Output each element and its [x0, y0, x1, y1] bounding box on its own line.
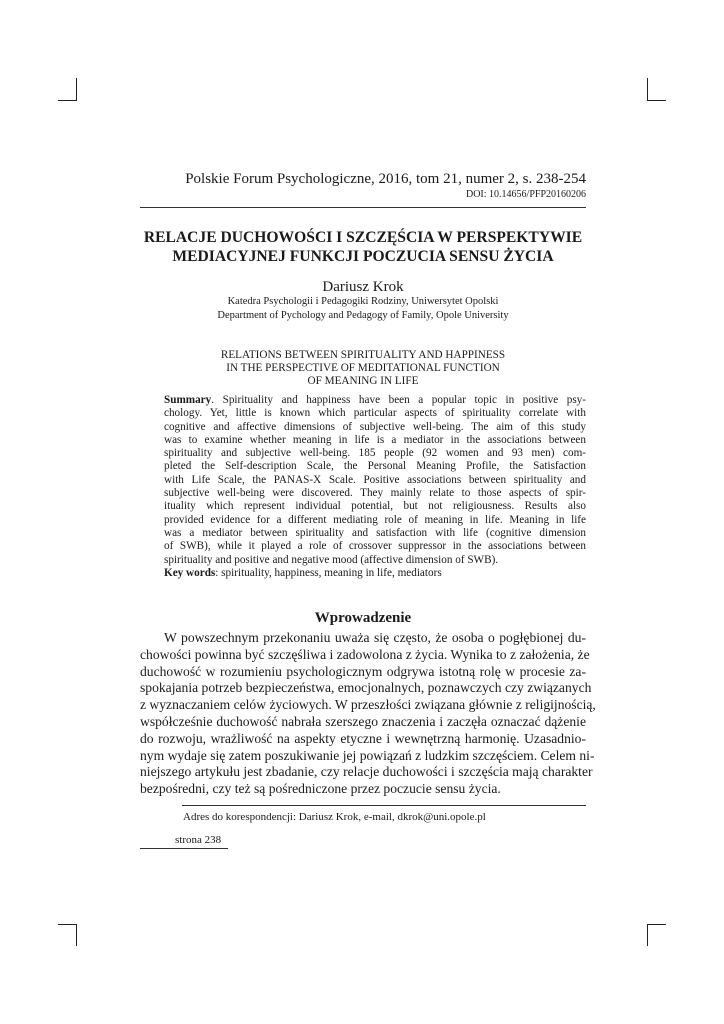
- summary-line: ituality which represent individual potential, but not religiousness. Results also: [164, 500, 586, 513]
- summary-line: pleted the Self-description Scale, the Personal Meaning Profile, the Satisfaction: [164, 460, 586, 473]
- summary-text: . Spirituality and happiness have been a popular topic in positive psy-: [211, 394, 586, 406]
- page-number: strona 238: [175, 834, 222, 846]
- title-line: MEDIACYJNEJ FUNKCJI POCZUCIA SENSU ŻYCIA: [172, 248, 554, 265]
- page-number-rule: [140, 848, 228, 849]
- affiliation-pl: Katedra Psychologii i Pedagogiki Rodziny, Uniwersytet Opolski: [227, 296, 499, 307]
- header-rule: [140, 207, 586, 208]
- summary-line: [164, 394, 586, 407]
- english-title-line: RELATIONS BETWEEN SPIRITUALITY AND HAPPINESS: [220, 349, 506, 361]
- summary-line: chology. Yet, little is known which particular aspects of spirituality correlate with: [164, 407, 586, 420]
- english-title: [140, 349, 586, 388]
- crop-mark-bottom-left-h: [58, 924, 77, 925]
- paragraph-line: nym wydaje się zatem poszukiwanie jej powiązań z ludzkim szczęściem. Celem ni-: [140, 747, 595, 763]
- article-title: [140, 228, 586, 266]
- summary-line: of SWB), while it played a role of crossover suppressor in the associations between: [164, 540, 586, 553]
- intro-paragraph: [140, 630, 596, 798]
- summary: [164, 394, 586, 580]
- crop-mark-top-left-v: [76, 78, 77, 100]
- summary-label: Summary: [164, 394, 212, 406]
- paragraph-line: duchowość w rozumieniu psychologicznym odgrywa istotną rolę w procesie za-: [140, 663, 586, 679]
- doi: DOI: 10.14656/PFP20160206: [465, 189, 586, 200]
- crop-mark-bottom-right-h: [647, 924, 666, 925]
- crop-mark-bottom-left-v: [76, 924, 77, 946]
- paragraph-line: bezpośredni, czy też są pośredniczone przez poczucie sensu życia.: [140, 781, 501, 797]
- paragraph-line: W powszechnym przekonaniu uważa się często, że osoba o pogłębionej du-: [164, 630, 586, 645]
- summary-line: was to examine whether meaning in life is a mediator in the associations between: [164, 433, 586, 446]
- affiliation-en: Department of Pychology and Pedagogy of Family, Opole University: [217, 310, 509, 321]
- title-line: RELACJE DUCHOWOŚCI I SZCZĘŚCIA W PERSPEKTYWIE: [143, 229, 583, 246]
- summary-line: was a mediator between spirituality and satisfaction with life (cognitive dimension: [164, 526, 586, 539]
- summary-line: spirituality and positive and negative mood (affective dimension of SWB).: [164, 553, 499, 566]
- paragraph-line: z wyznaczaniem celów życiowych. W przeszłości związana głównie z religijnością,: [140, 697, 596, 713]
- crop-mark-top-right-v: [647, 78, 648, 100]
- english-title-line: OF MEANING IN LIFE: [307, 375, 419, 387]
- paragraph-line: spokajania potrzeb bezpieczeństwa, emocjonalnych, poznawczych czy związanych: [140, 680, 592, 696]
- author-name: Dariusz Krok: [322, 279, 404, 295]
- keywords-label: Key words: [164, 566, 216, 579]
- keywords-text: : spirituality, happiness, meaning in life, mediators: [215, 566, 442, 579]
- summary-line: subjective well-being were discovered. They mainly relate to those aspects of spir-: [164, 487, 586, 500]
- footnote-rule: [182, 805, 586, 806]
- summary-line: with Life Scale, the PANAS-X Scale. Positive associations between spirituality and: [164, 473, 586, 486]
- paragraph-line: do rozwoju, wrażliwość na aspekty etyczne i wewnętrzną harmonię. Uzasadnio-: [140, 730, 586, 746]
- footnote-correspondence: Adres do korespondencji: Dariusz Krok, e-mail, dkrok@uni.opole.pl: [183, 811, 486, 823]
- english-title-line: IN THE PERSPECTIVE OF MEDITATIONAL FUNCTION: [226, 362, 500, 374]
- summary-line: cognitive and affective dimensions of subjective well-being. The aim of this study: [164, 420, 586, 433]
- crop-mark-top-right-h: [647, 100, 666, 101]
- summary-line: provided evidence for a different mediating role of meaning in life. Meaning in life: [164, 513, 586, 526]
- crop-mark-top-left-h: [58, 100, 77, 101]
- crop-mark-bottom-right-v: [647, 924, 648, 946]
- paragraph-line: chowości powinna być szczęśliwa i zadowolona z życia. Wynika to z założenia, że: [140, 646, 590, 662]
- keywords-line: [164, 567, 586, 580]
- paragraph-line: współcześnie duchowość nabrała szerszego znaczenia i zaczęła oznaczać dążenie: [140, 713, 586, 729]
- summary-line: spirituality and subjective well-being. 185 people (92 women and 93 men) com-: [164, 447, 586, 460]
- section-heading: Wprowadzenie: [314, 610, 412, 626]
- journal-citation: Polskie Forum Psychologiczne, 2016, tom 21, numer 2, s. 238-254: [185, 171, 586, 187]
- affiliation: [140, 295, 586, 323]
- paragraph-line: niejszego artykułu jest zbadanie, czy relacje duchowości i szczęścia mają charakter: [140, 764, 593, 780]
